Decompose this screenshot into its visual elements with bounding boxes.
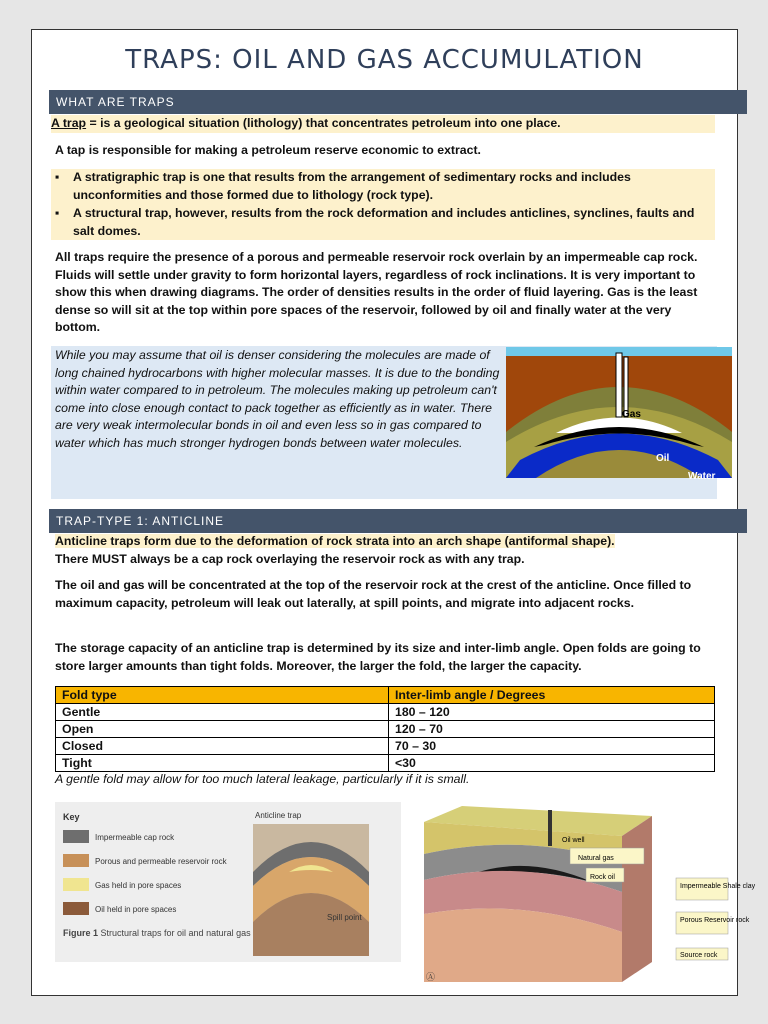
water-label: Water [688,471,716,482]
svg-text:Figure 1 Structural traps for: Figure 1 Structural traps for oil and natural gas [63,928,251,938]
svg-text:Porous and permeable reservoir: Porous and permeable reservoir rock [95,857,227,866]
table-row: Closed 70 – 30 [56,738,715,755]
table-row: Open 120 – 70 [56,721,715,738]
anticline-para2: The storage capacity of an anticline trap is determined by its size and inter-limb angle. Open folds are going to store larger amounts than tight folds. Moreover, the larger the fold, the larger the capacity. [55,641,701,673]
bullet-marker: ▪ [55,170,60,184]
paragraph-reserve: A tap is responsible for making a petroleum reserve economic to extract. [55,143,481,157]
anticline-line2: There MUST always be a cap rock overlaying the reservoir rock as with any trap. [55,552,525,566]
anticline-line1: Anticline traps form due to the deformation of rock strata into an arch shape (antiformal shape). [55,534,615,548]
anticline-block-diagram [422,802,756,992]
table-header-cell: Inter-limb angle / Degrees [389,687,715,704]
section-header-what-are-traps: WHAT ARE TRAPS [49,90,747,114]
gas-label: Gas [622,409,641,420]
document-page [31,29,756,996]
trap-definition [51,115,715,133]
svg-text:Source rock: Source rock [680,952,718,959]
svg-text:Porous Reservoir rock: Porous Reservoir rock [680,917,750,924]
trap-term: A trap [51,116,87,130]
svg-text:Oil held in pore spaces: Oil held in pore spaces [95,905,177,914]
bullet-marker: ▪ [55,206,60,220]
table-row: Tight <30 [56,755,715,772]
anticline-trap-figure [55,802,401,962]
trap-definition-text: = is a geological situation (lithology) that concentrates petroleum into one place. [86,116,561,130]
svg-text:Gas held in pore spaces: Gas held in pore spaces [95,881,182,890]
density-note: While you may assume that oil is denser considering the molecules are made of long chained hydrocarbons with higher molecular masses. It is due to the bonding within water compared to in petroleum. The molecules making up petroleum can't come into close enough contact to pack together as efficiently as in water. There are very weak intermolecular bonds in oil and even less so in gas compared to water which has much stronger hydrogen bonds between water molecules. [55,348,500,450]
table-row: Gentle 180 – 120 [56,704,715,721]
page-title: TRAPS: OIL AND GAS ACCUMULATION [125,45,644,75]
section-header-anticline: TRAP-TYPE 1: ANTICLINE [49,509,747,533]
trap-title: Anticline trap [255,811,302,820]
anticline-fluid-diagram [506,347,732,482]
oil-label: Oil [656,453,670,464]
svg-text:Oil well: Oil well [562,837,585,844]
table-caption: A gentle fold may allow for too much lateral leakage, particularly if it is small. [55,772,470,786]
paragraph-fluid-layering: All traps require the presence of a porous and permeable reservoir rock overlain by an impermeable cap rock. Fluids will settle under gravity to form horizontal layers, regardless of rock inclinations. It is very important to show this when drawing diagrams. The order of densities results in the order of fluid layering. Gas is the least dense so will sit at the top within pore spaces of the reservoir, followed by oil and finally water at the very bottom. [55,250,698,334]
spill-point-label: Spill point [327,913,362,922]
anticline-para1: The oil and gas will be concentrated at the top of the reservoir rock at the crest of the anticline. Once filled to maximum capacity, petroleum will leak out laterally, at spill points, and migrate into adjacent rocks. [55,578,692,610]
a-mark: Ⓐ [426,973,436,983]
table-header-cell: Fold type [56,687,389,704]
bullet-structural: ▪ A structural trap, however, results from the rock deformation and includes anticlines, synclines, faults and salt domes. [55,206,695,238]
svg-text:Impermeable cap rock: Impermeable cap rock [95,833,175,842]
bullet-stratigraphic: ▪ A stratigraphic trap is one that results from the arrangement of sedimentary rocks and includes unconformities and those formed due to lithology (rock type). [55,170,631,202]
svg-text:Impermeable Shale clay: Impermeable Shale clay [680,883,756,890]
key-title: Key [63,812,80,822]
table-header-row [56,687,715,704]
svg-text:Natural gas: Natural gas [578,855,614,862]
svg-text:Rock oil: Rock oil [590,874,615,881]
fold-type-table [55,686,715,772]
